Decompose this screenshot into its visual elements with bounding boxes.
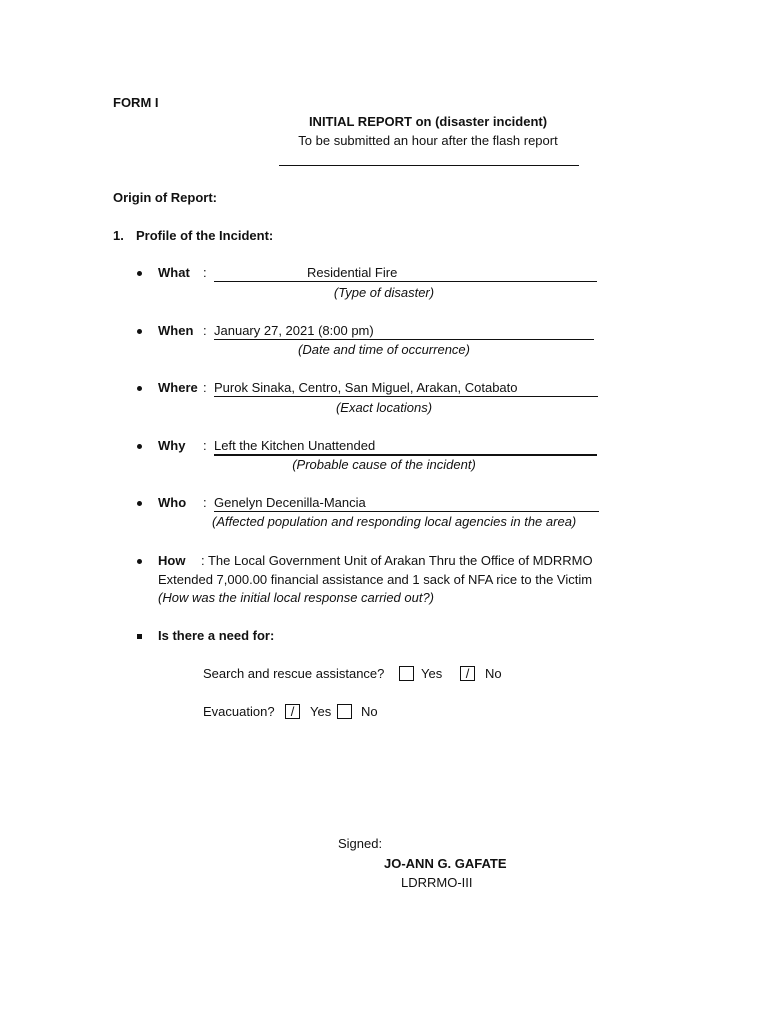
how-text-line1: : The Local Government Unit of Arakan Thru the Office of MDRRMO	[201, 553, 593, 568]
why-label: Why	[158, 438, 186, 453]
who-label: Who	[158, 495, 187, 510]
signed-label: Signed:	[338, 836, 383, 851]
evacuation-yes-label: Yes	[310, 704, 332, 719]
bullet	[137, 386, 142, 391]
report-title: INITIAL REPORT on (disaster incident)	[308, 114, 548, 129]
bullet	[137, 329, 142, 334]
how-label: How	[158, 553, 186, 568]
section-title: Profile of the Incident:	[136, 228, 274, 243]
what-label: What	[158, 265, 190, 280]
what-colon: :	[203, 265, 207, 280]
why-value: Left the Kitchen Unattended	[214, 438, 376, 453]
why-underline	[214, 454, 597, 456]
bullet	[137, 271, 142, 276]
search-rescue-question: Search and rescue assistance?	[203, 666, 385, 681]
how-hint: (How was the initial local response carried out?)	[158, 590, 435, 605]
where-label: Where	[158, 380, 198, 395]
bullet	[137, 559, 142, 564]
how-text-line2: Extended 7,000.00 financial assistance and 1 sack of NFA rice to the Victim	[158, 572, 593, 587]
bullet	[137, 501, 142, 506]
section-number: 1.	[113, 228, 124, 243]
when-label: When	[158, 323, 194, 338]
when-colon: :	[203, 323, 207, 338]
search-rescue-no-checkbox[interactable]: /	[460, 666, 475, 681]
report-subtitle: To be submitted an hour after the flash report	[298, 133, 558, 148]
evacuation-no-label: No	[361, 704, 378, 719]
search-rescue-yes-label: Yes	[421, 666, 443, 681]
who-colon: :	[203, 495, 207, 510]
header-underline	[279, 165, 579, 166]
why-hint: (Probable cause of the incident)	[292, 457, 476, 472]
form-label: FORM I	[113, 95, 159, 110]
square-bullet	[137, 634, 142, 639]
when-underline	[214, 339, 594, 340]
evacuation-question: Evacuation?	[203, 704, 275, 719]
need-label: Is there a need for:	[158, 628, 275, 643]
what-value: Residential Fire	[307, 265, 398, 280]
search-rescue-yes-checkbox[interactable]	[399, 666, 414, 681]
when-hint: (Date and time of occurrence)	[298, 342, 470, 357]
why-colon: :	[203, 438, 207, 453]
search-rescue-no-label: No	[485, 666, 502, 681]
signer-title: LDRRMO-III	[401, 875, 473, 890]
who-underline	[214, 511, 599, 512]
signer-name: JO-ANN G. GAFATE	[384, 856, 507, 871]
what-underline	[214, 281, 597, 282]
where-value: Purok Sinaka, Centro, San Miguel, Arakan, Cotabato	[214, 380, 518, 395]
where-colon: :	[203, 380, 207, 395]
bullet	[137, 444, 142, 449]
where-underline	[214, 396, 598, 397]
where-hint: (Exact locations)	[335, 400, 433, 415]
origin-of-report-label: Origin of Report:	[113, 190, 217, 205]
evacuation-no-checkbox[interactable]	[337, 704, 352, 719]
evacuation-yes-checkbox[interactable]: /	[285, 704, 300, 719]
who-hint: (Affected population and responding local agencies in the area)	[212, 514, 577, 529]
when-value: January 27, 2021 (8:00 pm)	[214, 323, 374, 338]
what-hint: (Type of disaster)	[333, 285, 435, 300]
who-value: Genelyn Decenilla-Mancia	[214, 495, 366, 510]
